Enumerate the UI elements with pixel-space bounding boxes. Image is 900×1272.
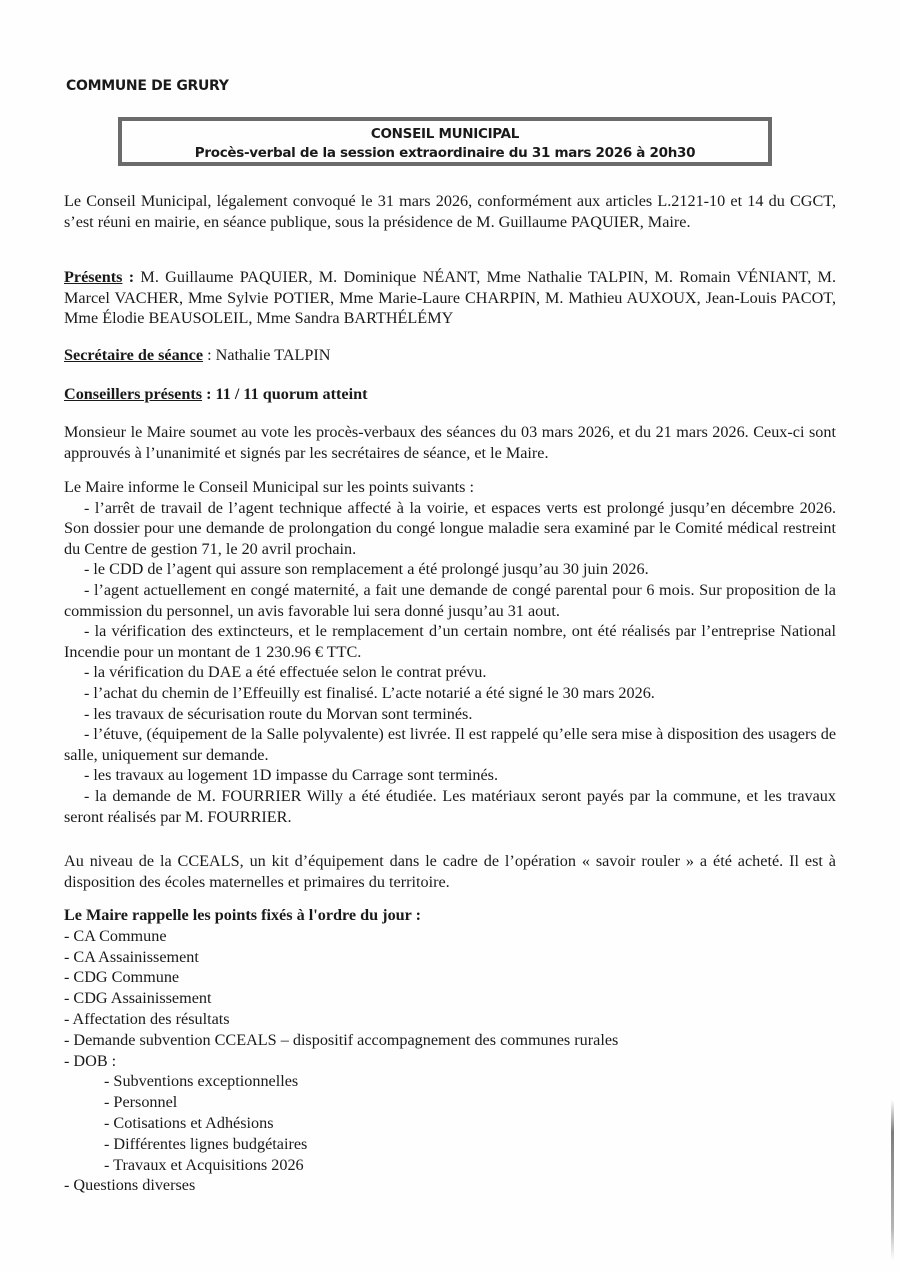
presents-label: Présents <box>64 268 123 286</box>
presents-paragraph <box>64 267 836 329</box>
agenda-item: - Affectation des résultats <box>64 1009 230 1028</box>
agenda-item: - Questions diverses <box>64 1176 196 1195</box>
secretaire-sep: : <box>203 346 216 364</box>
info-item: - les travaux de sécurisation route du Morvan sont terminés. <box>84 704 473 723</box>
info-item: - l’agent actuellement en congé maternité, a fait une demande de congé parental pour 6 mois. Sur proposition de la commission du personnel, un avis favorable lui sera donné jusqu’au 31 aout. <box>64 580 836 620</box>
dob-item: - Travaux et Acquisitions 2026 <box>104 1155 304 1174</box>
document-subtitle: Procès-verbal de la session extraordinaire du 31 mars 2026 à 20h30 <box>194 145 696 161</box>
agenda-item: - CA Assainissement <box>64 947 199 966</box>
secretaire-label: Secrétaire de séance <box>64 346 204 364</box>
presents-sep: : <box>122 268 141 286</box>
presents-list: M. Guillaume PAQUIER, M. Dominique NÉANT, Mme Nathalie TALPIN, M. Romain VÉNIANT, M. Marcel VACHER, Mme Sylvie POTIER, Mme Marie-Laure CHARPIN, M. Mathieu AUXOUX, Jean-Louis PACOT, Mme Élodie BEAUSOLEIL, Mme Sandra BARTHÉLÉMY <box>64 268 836 328</box>
conseillers-line <box>64 384 836 405</box>
secretaire-line <box>64 345 836 366</box>
info-item: - la vérification du DAE a été effectuée selon le contrat prévu. <box>84 663 487 682</box>
scan-edge-shadow <box>891 1100 894 1260</box>
document-title: CONSEIL MUNICIPAL <box>370 126 520 142</box>
pv-vote-paragraph: Monsieur le Maire soumet au vote les procès-verbaux des séances du 03 mars 2026, et du 21 mars 2026. Ceux-ci sont approuvés à l’unanimité et signés par les secrétaires de séance, et le Maire. <box>64 423 836 462</box>
agenda-section <box>64 905 836 1196</box>
agenda-item: - Demande subvention CCEALS – dispositif accompagnement des communes rurales <box>64 1030 619 1049</box>
conseillers-value: 11 / 11 quorum atteint <box>215 385 368 403</box>
secretaire-value: Nathalie TALPIN <box>215 346 331 364</box>
agenda-item: - CA Commune <box>64 926 167 945</box>
dob-item: - Personnel <box>104 1093 178 1112</box>
commune-name: COMMUNE DE GRURY <box>66 78 229 94</box>
dob-item: - Différentes lignes budgétaires <box>104 1134 308 1153</box>
info-item: - le CDD de l’agent qui assure son remplacement a été prolongé jusqu’au 30 juin 2026. <box>84 560 649 579</box>
dob-item: - Subventions exceptionnelles <box>104 1072 299 1091</box>
intro-paragraph: Le Conseil Municipal, légalement convoqué le 31 mars 2026, conformément aux articles L.2121-10 et 14 du CGCT, s’est réuni en mairie, en séance publique, sous la présidence de M. Guillaume PAQUIER, Maire. <box>64 192 836 231</box>
dob-item: - Cotisations et Adhésions <box>104 1113 274 1132</box>
conseillers-sep: : <box>202 385 216 403</box>
info-item: - l’étuve, (équipement de la Salle polyvalente) est livrée. Il est rappelé qu’elle sera mise à disposition des usagers de salle, uniquement sur demande. <box>64 725 837 764</box>
agenda-item: - CDG Assainissement <box>64 989 212 1008</box>
agenda-item: - CDG Commune <box>64 968 180 987</box>
info-item: - l’arrêt de travail de l’agent technique affecté à la voirie, et espaces verts est prolongé jusqu’en décembre 2026. Son dossier pour une demande de prolongation du congé longue maladie sera examiné par le Comité médical restreint du Centre de gestion 71, le 20 avril prochain. <box>64 498 836 558</box>
agenda-item: - DOB : <box>64 1051 117 1070</box>
info-item: - l’achat du chemin de l’Effeuilly est finalisé. L’acte notarié a été signé le 30 mars 2026. <box>84 683 655 702</box>
info-item: - la demande de M. FOURRIER Willy a été étudiée. Les matériaux seront payés par la commune, et les travaux seront réalisés par M. FOURRIER. <box>64 786 836 826</box>
informations-section <box>64 477 836 827</box>
info-item: - la vérification des extincteurs, et le remplacement d’un certain nombre, ont été réalisés par l’entreprise National Incendie pour un montant de 1 230.96 € TTC. <box>64 622 836 661</box>
conseillers-label: Conseillers présents <box>64 385 203 403</box>
cceals-paragraph: Au niveau de la CCEALS, un kit d’équipement dans le cadre de l’opération « savoir rouler » a été acheté. Il est à disposition des écoles maternelles et primaires du territoire. <box>64 852 836 891</box>
agenda-heading: Le Maire rappelle les points fixés à l'ordre du jour : <box>64 906 422 924</box>
info-item: - les travaux au logement 1D impasse du Carrage sont terminés. <box>84 766 499 785</box>
informations-heading: Le Maire informe le Conseil Municipal sur les points suivants : <box>64 478 475 496</box>
title-box <box>118 117 772 166</box>
